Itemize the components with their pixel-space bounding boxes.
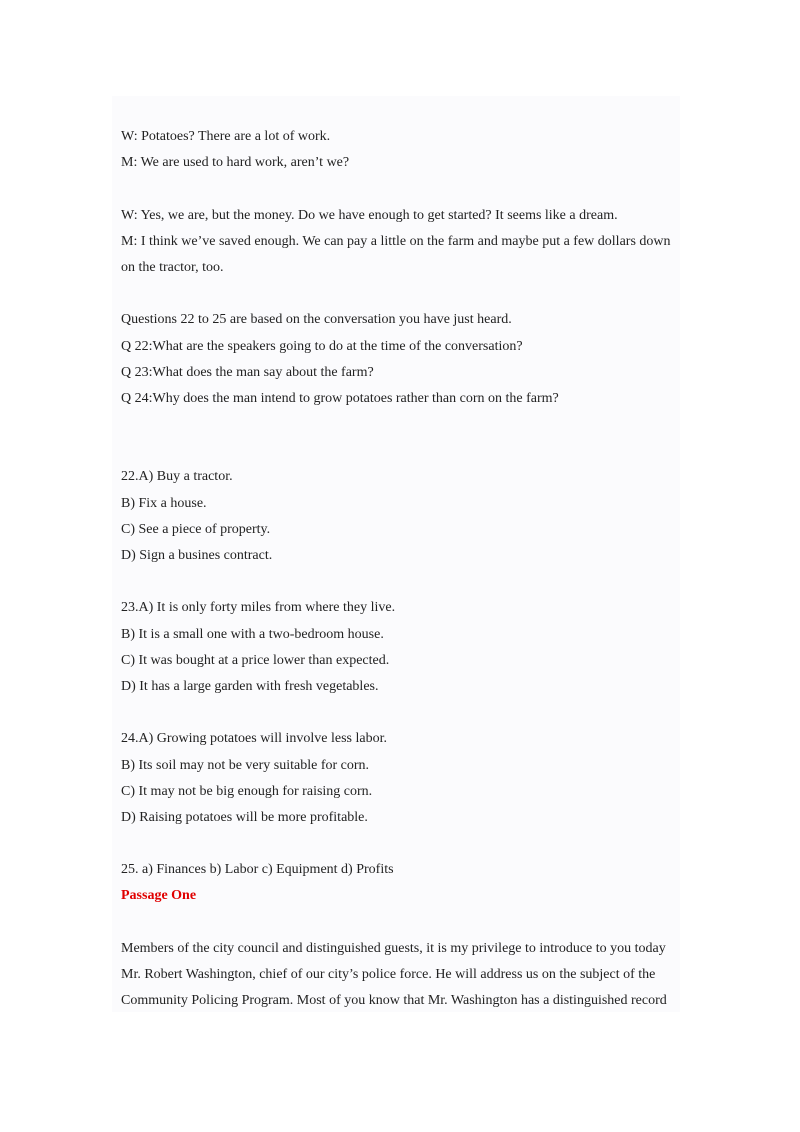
answer-option: D) It has a large garden with fresh vegetables. (121, 678, 379, 694)
dialogue-line: M: I think we’ve saved enough. We can pay a little on the farm and maybe put a few dollars down (121, 233, 671, 249)
answer-option: 23.A) It is only forty miles from where they live. (121, 600, 396, 616)
passage-line: Mr. Robert Washington, chief of our city’s police force. He will address us on the subject of the (121, 967, 656, 983)
question-item: Q 24:Why does the man intend to grow potatoes rather than corn on the farm? (121, 390, 559, 406)
paragraph-gap (121, 910, 681, 936)
answer-option: 24.A) Growing potatoes will involve less labor. (121, 731, 387, 747)
answer-option: C) See a piece of property. (121, 521, 271, 537)
answer-option: C) It was bought at a price lower than expected. (121, 652, 390, 668)
paragraph-gap (121, 700, 681, 726)
paragraph-gap (121, 176, 681, 202)
answer-option: D) Sign a busines contract. (121, 548, 273, 564)
paragraph-gap (121, 412, 681, 464)
passage-line: Members of the city council and distinguished guests, it is my privilege to introduce to you today (121, 940, 666, 956)
question-item: Q 23:What does the man say about the farm? (121, 364, 374, 380)
answer-option: D) Raising potatoes will be more profitable. (121, 809, 368, 825)
questions-intro: Questions 22 to 25 are based on the conversation you have just heard. (121, 312, 512, 328)
passage-heading: Passage One (121, 888, 197, 904)
dialogue-line: W: Potatoes? There are a lot of work. (121, 129, 331, 144)
answer-option: B) It is a small one with a two-bedroom house. (121, 626, 384, 642)
answer-option: C) It may not be big enough for raising corn. (121, 783, 373, 799)
answer-option: B) Its soil may not be very suitable for corn. (121, 757, 370, 773)
answer-option: 22.A) Buy a tractor. (121, 469, 233, 485)
paragraph-gap (121, 831, 681, 857)
dialogue-line: W: Yes, we are, but the money. Do we have enough to get started? It seems like a dream. (121, 207, 618, 223)
paragraph-gap (121, 569, 681, 595)
paragraph-gap (121, 281, 681, 307)
answer-option: 25. a) Finances b) Labor c) Equipment d) Profits (121, 862, 394, 878)
document-body (121, 124, 681, 1014)
dialogue-line: on the tractor, too. (121, 259, 224, 275)
dialogue-line: M: We are used to hard work, aren’t we? (121, 155, 350, 171)
passage-line: Community Policing Program. Most of you know that Mr. Washington has a distinguished record (121, 993, 667, 1009)
question-item: Q 22:What are the speakers going to do at the time of the conversation? (121, 338, 523, 354)
answer-option: B) Fix a house. (121, 495, 207, 511)
